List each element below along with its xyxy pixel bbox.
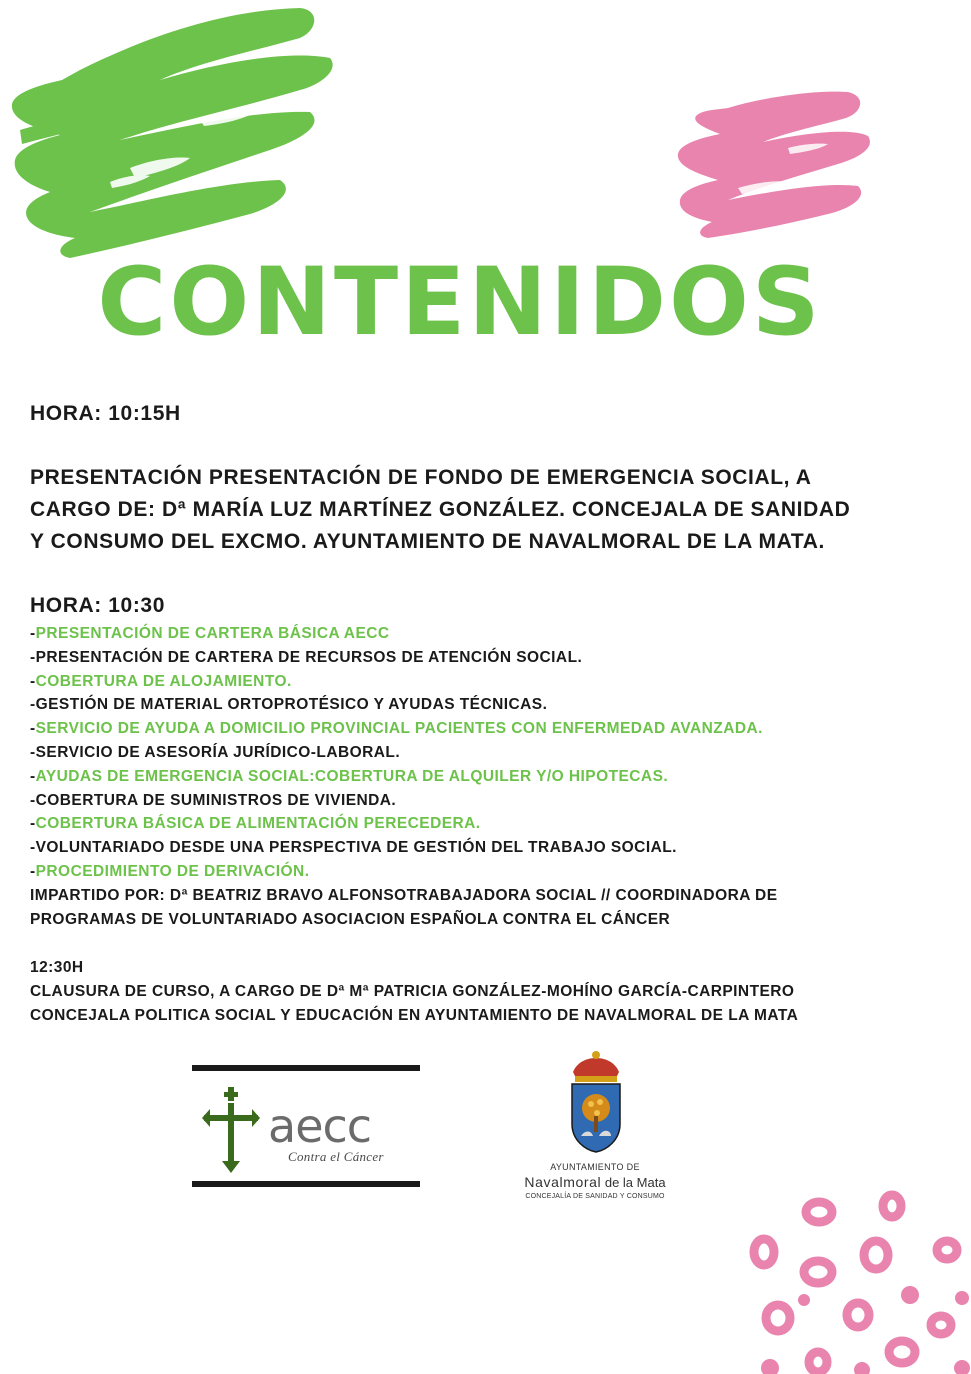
list-item: -GESTIÓN DE MATERIAL ORTOPROTÉSICO Y AYUDAS TÉCNICAS. [30,696,548,714]
content-list [30,622,950,931]
list-item: -AYUDAS DE EMERGENCIA SOCIAL:COBERTURA DE ALQUILER Y/O HIPOTECAS. [30,767,669,785]
navalmoral-suffix: de la Mata [601,1175,666,1190]
list-item: -COBERTURA DE SUMINISTROS DE VIVIENDA. [30,791,397,809]
list-item: -SERVICIO DE ASESORÍA JURÍDICO-LABORAL. [30,743,401,761]
list-item: -COBERTURA DE ALOJAMIENTO. [30,672,292,690]
time-1015: HORA: 10:15H [30,402,181,425]
navalmoral-logo [520,1050,670,1210]
list-item: -PROCEDIMIENTO DE DERIVACIÓN. [30,862,310,880]
navalmoral-line2 [520,1174,670,1190]
page-title: CONTENIDOS [97,248,823,357]
paragraph-line: Y CONSUMO DEL EXCMO. AYUNTAMIENTO DE NAVALMORAL DE LA MATA. [30,530,825,553]
navalmoral-line1: AYUNTAMIENTO DE [550,1162,640,1172]
coat-of-arms-icon [567,1050,625,1154]
time-1030: HORA: 10:30 [30,594,165,617]
aecc-logo [192,1065,420,1189]
paragraph-line: PRESENTACIÓN PRESENTACIÓN DE FONDO DE EMERGENCIA SOCIAL, A [30,466,812,489]
imparted-line: IMPARTIDO POR: Dª BEATRIZ BRAVO ALFONSOTRABAJADORA SOCIAL // COORDINADORA DE [30,886,778,904]
aecc-wordmark: aecc [268,1099,372,1153]
pink-dots-decoration [740,1180,971,1374]
paragraph-line: CARGO DE: Dª MARÍA LUZ MARTÍNEZ GONZÁLEZ. CONCEJALA DE SANIDAD [30,498,851,521]
navalmoral-line3: CONCEJALÍA DE SANIDAD Y CONSUMO [525,1193,665,1200]
aecc-tagline: Contra el Cáncer [288,1149,384,1164]
time-1230: 12:30H [30,959,84,976]
list-item: -SERVICIO DE AYUDA A DOMICILIO PROVINCIAL PACIENTES CON ENFERMEDAD AVANZADA. [30,720,763,738]
closing-line: CONCEJALA POLITICA SOCIAL Y EDUCACIÓN EN AYUNTAMIENTO DE NAVALMORAL DE LA MATA [30,1006,799,1024]
pink-brush-stroke [668,88,878,243]
list-item: -PRESENTACIÓN DE CARTERA DE RECURSOS DE ATENCIÓN SOCIAL. [30,648,583,666]
closing-paragraph [30,980,950,1028]
list-item: -VOLUNTARIADO DESDE UNA PERSPECTIVA DE GESTIÓN DEL TRABAJO SOCIAL. [30,839,677,857]
green-brush-stroke [0,0,340,270]
list-item: -PRESENTACIÓN DE CARTERA BÁSICA AECC [30,625,390,642]
closing-line: CLAUSURA DE CURSO, A CARGO DE Dª Mª PATRICIA GONZÁLEZ-MOHÍNO GARCÍA-CARPINTERO [30,983,795,1000]
presentation-paragraph [30,462,930,558]
imparted-line: PROGRAMAS DE VOLUNTARIADO ASOCIACION ESPAÑOLA CONTRA EL CÁNCER [30,910,671,928]
list-item: -COBERTURA BÁSICA DE ALIMENTACIÓN PERECEDERA. [30,815,481,833]
navalmoral-name: Navalmoral [524,1174,602,1190]
